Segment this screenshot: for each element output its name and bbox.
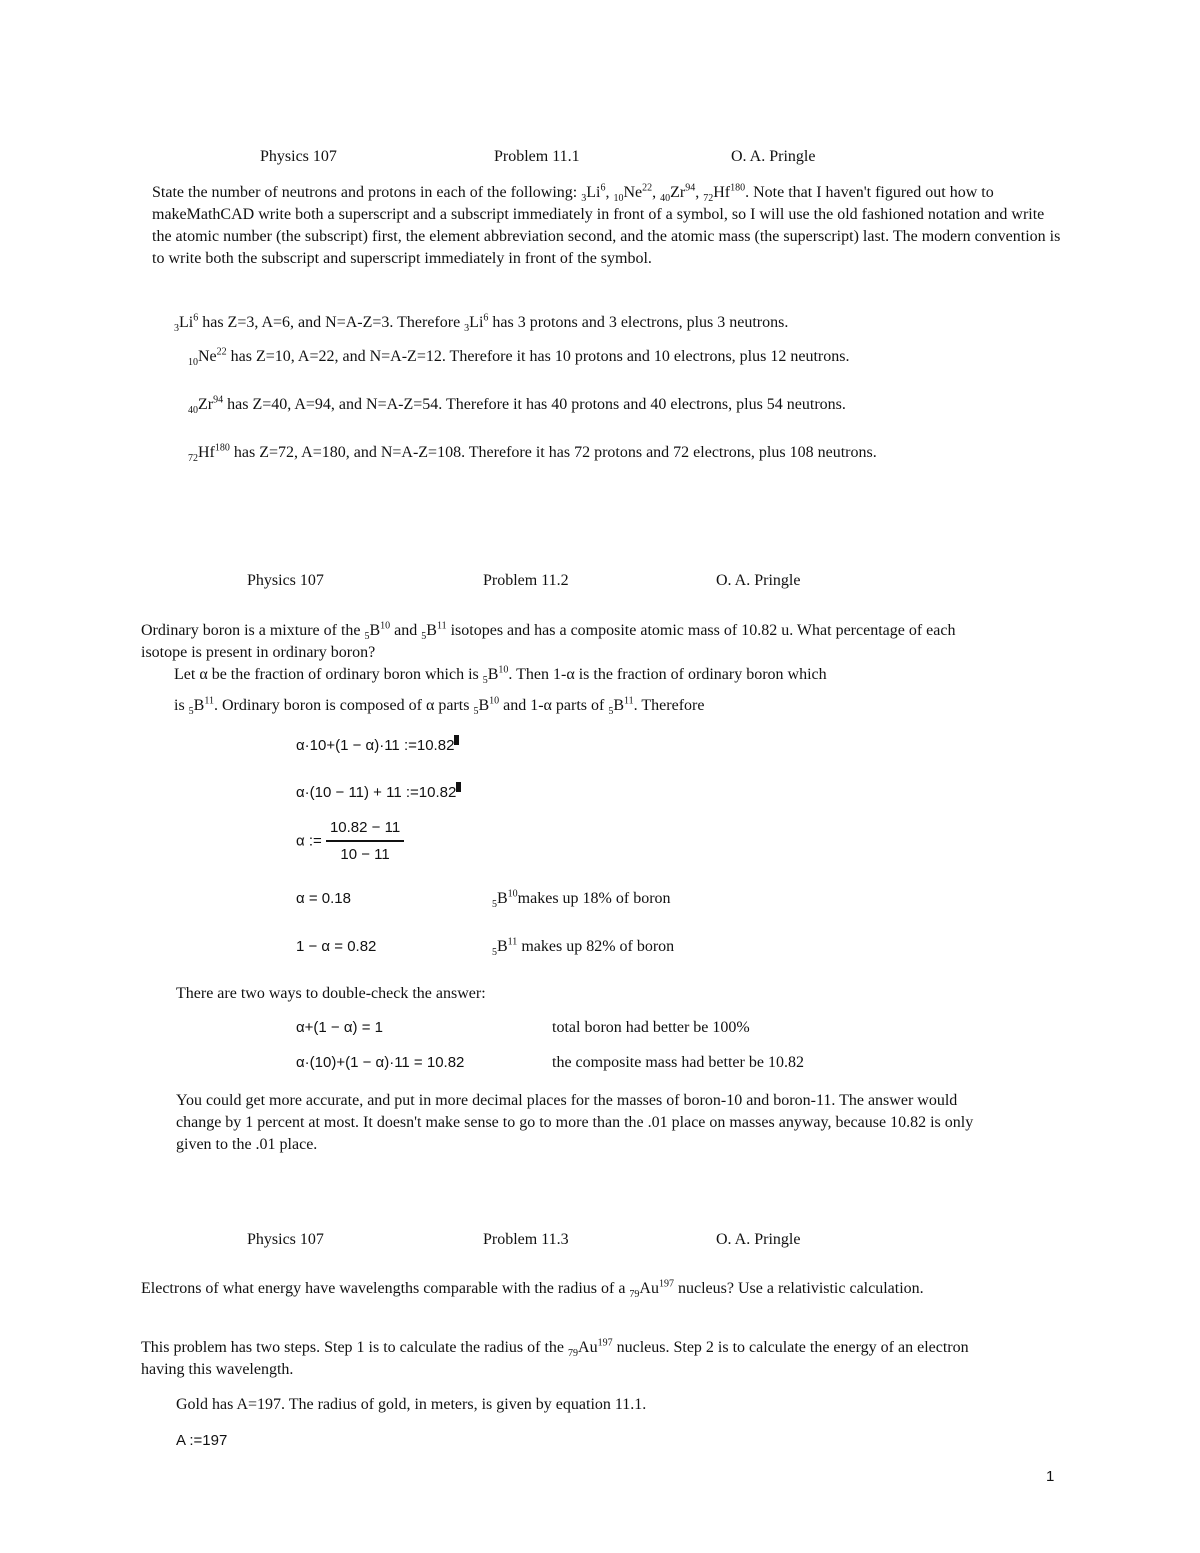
page-number: 1 (1046, 1468, 1055, 1485)
p2-eq3-fraction (326, 819, 404, 863)
p3-gold-line: Gold has A=197. The radius of gold, in meters, is given by equation 11.1. (176, 1396, 647, 1413)
p2-is-line: is $_5B^{11}$. Ordinary boron is composed of α parts $_5B^{10}$ and 1-α parts of $_5B^{11}$. Therefore (174, 695, 705, 718)
p2-eq3-numerator: 10.82 − 11 (326, 819, 404, 842)
p2-is-d: . Therefore (633, 697, 705, 714)
p3-steps: This problem has two steps. Step 1 is to calculate the radius of the $_{79}Au^{197}$ nucleus. Step 2 is to calculate the energy of an electron having this wavelength. (141, 1337, 969, 1378)
p2-q-b: and (390, 622, 422, 639)
p1-intro-b: . Note that I haven't figured out how to makeMathCAD write both a superscript and a subscript immediately in front of a symbol, so I will use the old fashioned notation and write the atomic number (the subscript) first, the element abbreviation second, and the atomic mass (the superscript) last. The modern convention is to write both the subscript and superscript immediately in front of the symbol. (152, 184, 1061, 267)
p3-question: Electrons of what energy have wavelengths comparable with the radius of a $_{79}Au^{197}$ nucleus? Use a relativistic calculation. (141, 1278, 924, 1301)
p3-steps-a: This problem has two steps. Step 1 is to calculate the radius of the (141, 1339, 569, 1356)
header-author-3: O. A. Pringle (716, 1231, 801, 1248)
p1-zirconium-line: $_{40}Zr^{94}$ has Z=40, A=94, and N=A-Z=54. Therefore it has 40 protons and 40 electrons, plus 54 neutrons. (188, 394, 846, 417)
p2-equation-1 (296, 737, 459, 754)
p2-equation-2 (296, 784, 461, 801)
p2-result-1: α = 0.18 (296, 890, 351, 907)
p2-check-2: α·(10)+(1 − α)·11 = 10.82 (296, 1054, 465, 1071)
p2-let-a: Let α be the fraction of ordinary boron which is (174, 666, 483, 683)
p1-ne-text: has Z=10, A=22, and N=A-Z=12. Therefore it has 10 protons and 10 electrons, plus 12 neutrons. (226, 348, 850, 365)
p2-res1-note-text: makes up 18% of boron (517, 890, 671, 907)
p3-q-a: Electrons of what energy have wavelengths comparable with the radius of a (141, 1280, 630, 1297)
p2-result-2: 1 − α = 0.82 (296, 938, 377, 955)
p2-equation-3 (296, 819, 404, 863)
header-author-1: O. A. Pringle (731, 148, 816, 165)
p2-result-1-note: $_5B^{10}makes$ up 18% of boron (492, 888, 671, 911)
mathcad-marker-icon (454, 735, 459, 745)
p2-check-1: α+(1 − α) = 1 (296, 1019, 383, 1036)
p1-intro: State the number of neutrons and protons in each of the following: $_3Li^6$, $_{10}Ne^{22}$, $_{40}Zr^{94}$, $_{72}Hf^{180}$. Note that I haven't figured out how to makeMathCAD write both a superscript and a subscript immediately in front of a symbol, so I will use the old fashioned notation and write the atomic number (the subscript) first, the element abbreviation second, and the atomic mass (the superscript) last. The modern convention is to write both the subscript and superscript immediately in front of the symbol. (152, 182, 1061, 267)
p1-intro-a: State the number of neutrons and protons in each of the following: (152, 184, 582, 201)
p2-res2-note-text: makes up 82% of boron (517, 938, 675, 955)
header-course-1: Physics 107 (260, 148, 337, 165)
p2-is-b: . Ordinary boron is composed of α parts (213, 697, 474, 714)
p3-q-b: nucleus? Use a relativistic calculation. (673, 1280, 924, 1297)
p1-zr-text: has Z=40, A=94, and N=A-Z=54. Therefore it has 40 protons and 40 electrons, plus 54 neutrons. (223, 396, 846, 413)
p1-lithium-line: $_3Li^6$ has Z=3, A=6, and N=A-Z=3. Therefore $_3Li^6$ has 3 protons and 3 electrons, plus 3 neutrons. (174, 312, 789, 335)
p2-eq3-lhs: α := (296, 832, 322, 850)
header-course-2: Physics 107 (247, 572, 324, 589)
p2-question: Ordinary boron is a mixture of the $_5B^{10}$ and $_5B^{11}$ isotopes and has a composite atomic mass of 10.82 u. What percentage of each isotope is present in ordinary boron? (141, 620, 956, 661)
header-problem-1: Problem 11.1 (494, 148, 580, 165)
p2-check-2-note: the composite mass had better be 10.82 (552, 1054, 804, 1071)
p1-hafnium-line: $_{72}Hf^{180}$ has Z=72, A=180, and N=A-Z=108. Therefore it has 72 protons and 72 electrons, plus 108 neutrons. (188, 442, 877, 465)
p2-let-b: . Then 1-α is the fraction of ordinary boron which (508, 666, 827, 683)
p1-hf-text: has Z=72, A=180, and N=A-Z=108. Therefore it has 72 protons and 72 electrons, plus 108 neutrons. (229, 444, 877, 461)
header-course-3: Physics 107 (247, 1231, 324, 1248)
p3-a-definition: A :=197 (176, 1432, 228, 1449)
p2-is-c: and 1-α parts of (499, 697, 609, 714)
p2-q-c: isotopes and has a composite atomic mass of 10.82 u. What percentage of each isotope is present in ordinary boron? (141, 622, 956, 661)
p2-q-a: Ordinary boron is a mixture of the (141, 622, 365, 639)
p1-li-text-a: has Z=3, A=6, and N=A-Z=3. Therefore (198, 314, 465, 331)
p2-result-2-note: $_5B^{11}$ makes up 82% of boron (492, 936, 675, 959)
p2-let-line: Let α be the fraction of ordinary boron which is $_5B^{10}$. Then 1-α is the fraction of ordinary boron which (174, 664, 827, 687)
p2-is-a: is (174, 697, 189, 714)
p2-eq2-text: α·(10 − 11) + 11 :=10.82 (296, 784, 457, 801)
header-problem-2: Problem 11.2 (483, 572, 569, 589)
header-problem-3: Problem 11.3 (483, 1231, 569, 1248)
p2-closing: You could get more accurate, and put in more decimal places for the masses of boron-10 and boron-11. The answer would change by 1 percent at most. It doesn't make sense to go to more than the .01 place on masses anyway, because 10.82 is only given to the .01 place. (176, 1092, 974, 1153)
p2-eq3-denominator: 10 − 11 (340, 846, 390, 863)
mathcad-marker-icon (456, 782, 461, 792)
p2-check-intro: There are two ways to double-check the answer: (176, 985, 486, 1002)
p3-steps-b: nucleus. Step 2 is to calculate the energy of an electron having this wavelength. (141, 1339, 969, 1378)
p1-neon-line: $_{10}Ne^{22}$ has Z=10, A=22, and N=A-Z=12. Therefore it has 10 protons and 10 electrons, plus 12 neutrons. (188, 346, 850, 369)
header-author-2: O. A. Pringle (716, 572, 801, 589)
p2-eq1-text: α·10+(1 − α)·11 :=10.82 (296, 737, 455, 754)
p1-li-text-b: has 3 protons and 3 electrons, plus 3 neutrons. (488, 314, 789, 331)
p2-check-1-note: total boron had better be 100% (552, 1019, 750, 1036)
